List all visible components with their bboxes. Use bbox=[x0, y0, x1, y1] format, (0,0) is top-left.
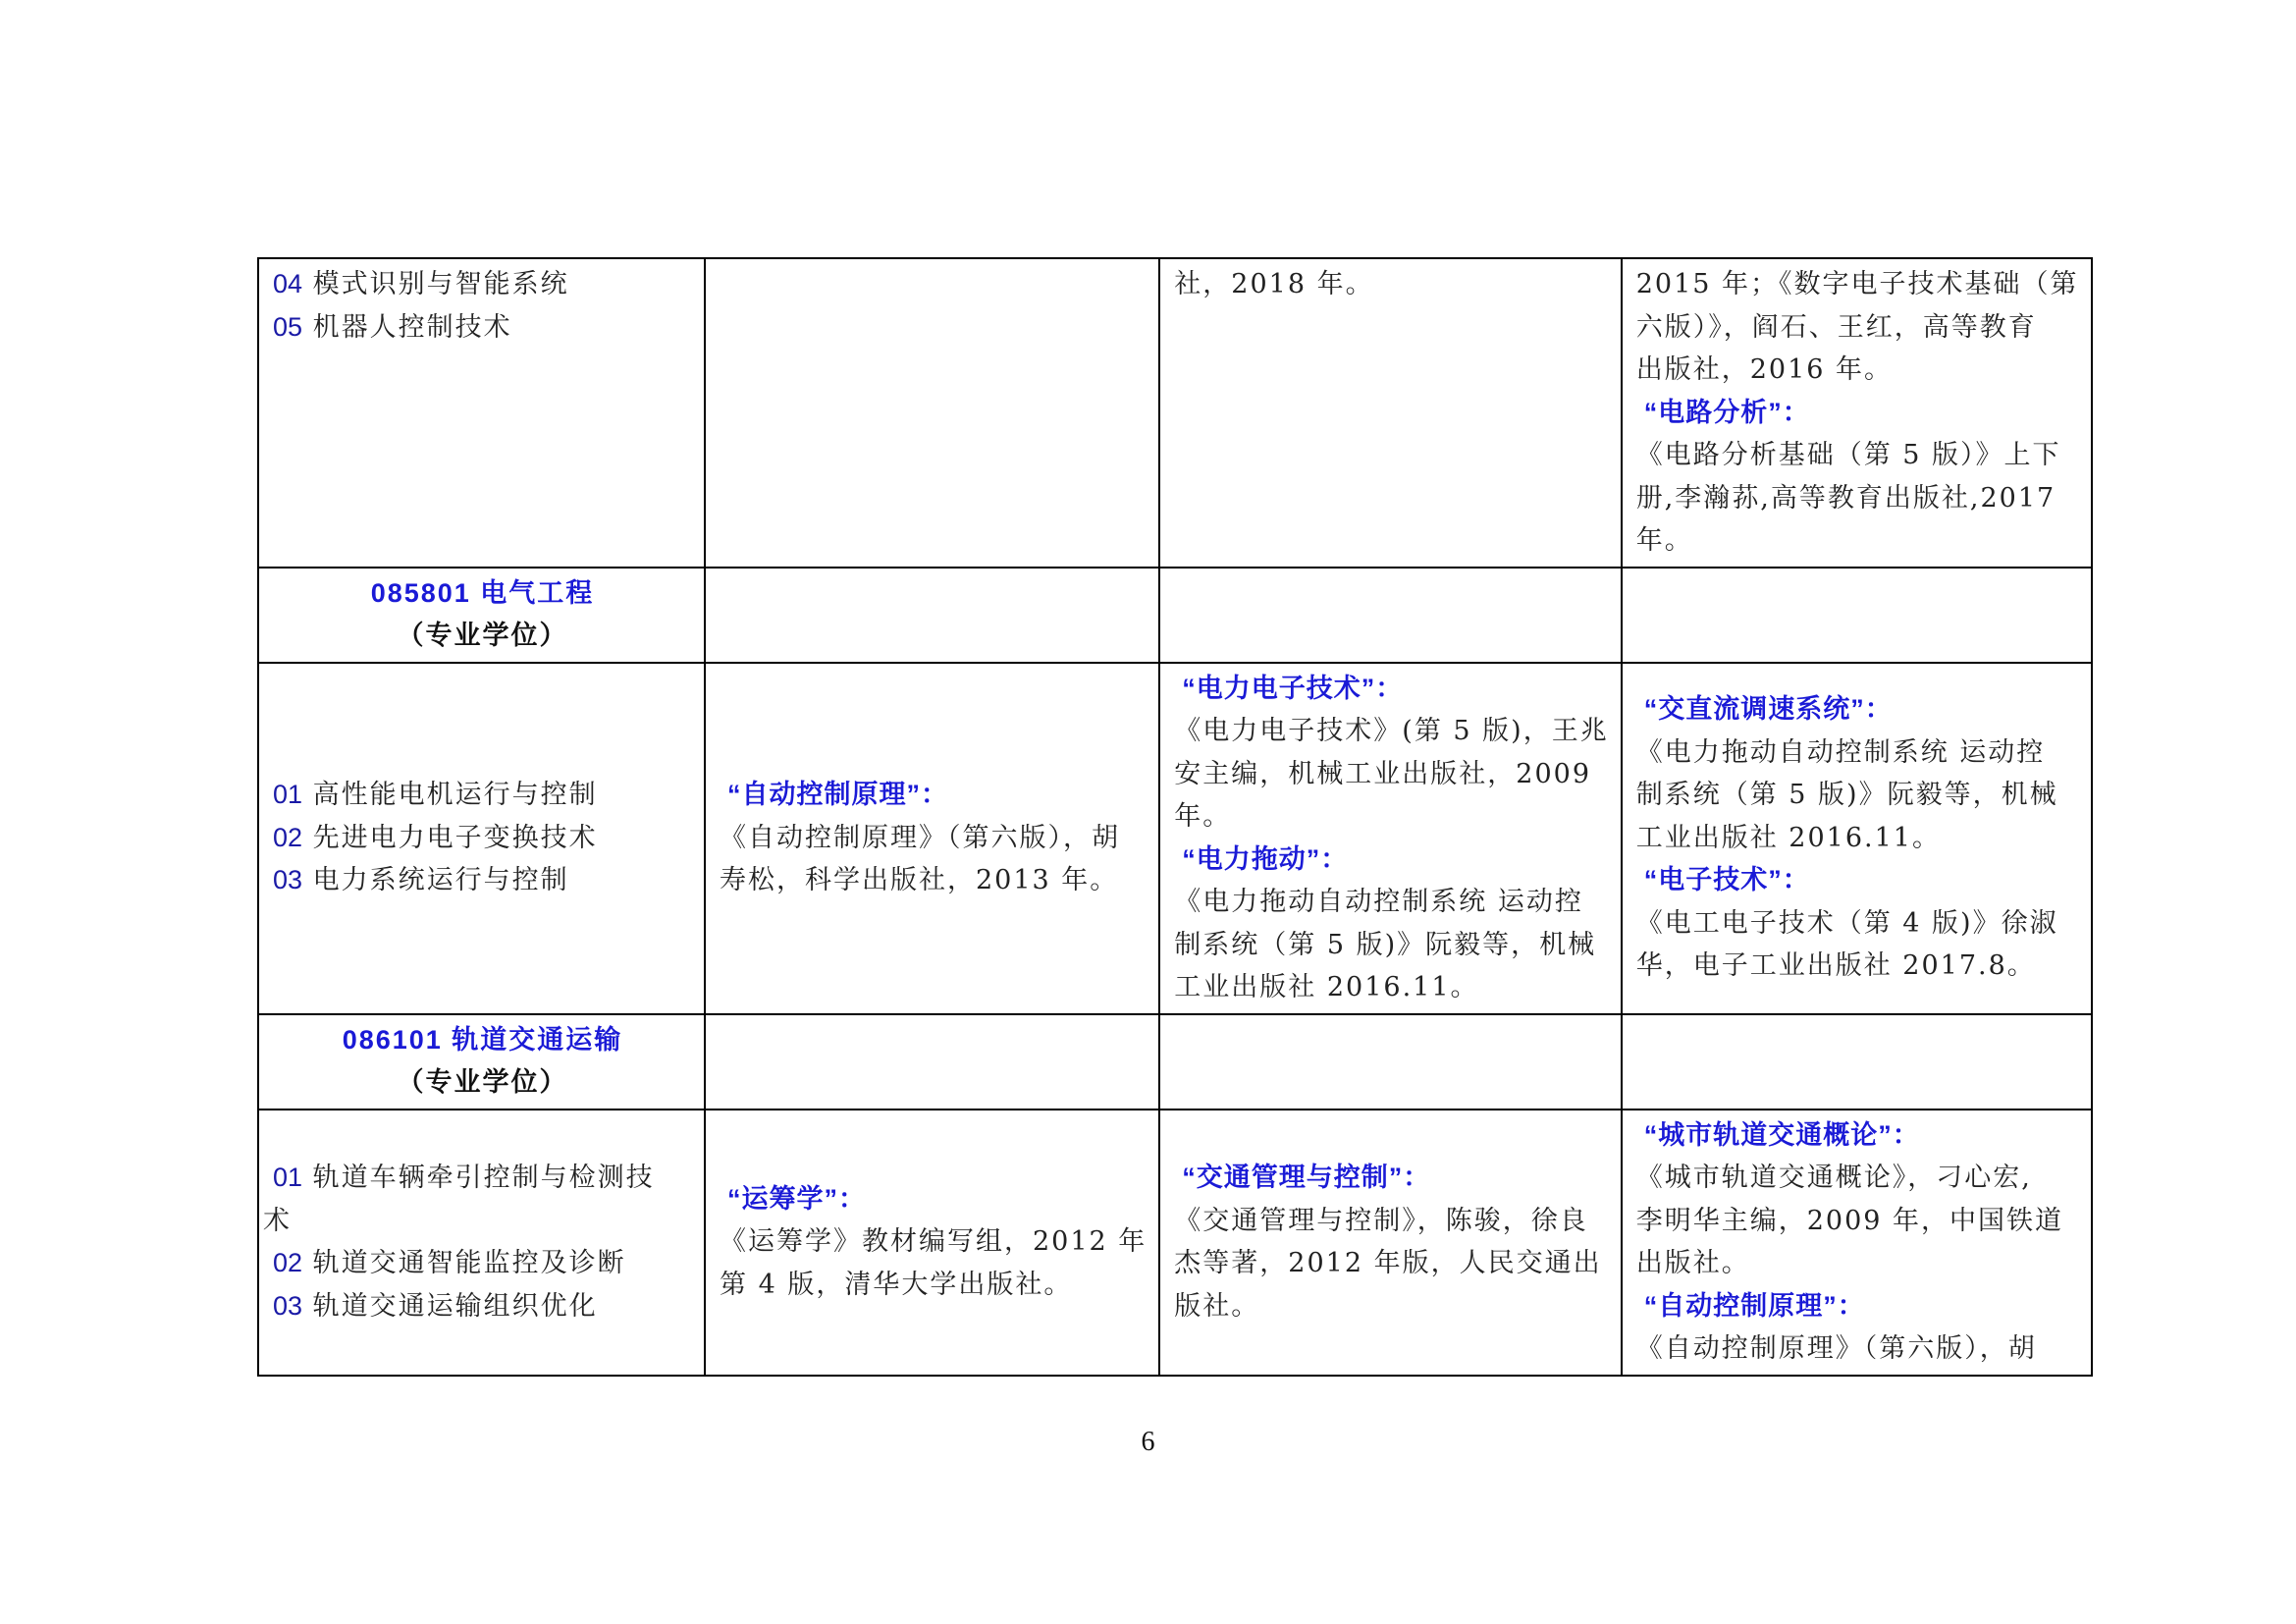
exam-subject-cell bbox=[705, 1110, 1159, 1376]
reference-text: 年。 bbox=[1174, 801, 1232, 832]
reference-text: 华，电子工业出版社 2017.8。 bbox=[1635, 950, 2036, 982]
direction-item: 01 高性能电机运行与控制 bbox=[273, 780, 598, 811]
reference-book-cell bbox=[1159, 568, 1621, 663]
direction-item: 04 模式识别与智能系统 bbox=[273, 269, 569, 299]
direction-item: 03 电力系统运行与控制 bbox=[273, 865, 569, 896]
table-row bbox=[258, 568, 2092, 663]
reference-text: 《电力电子技术》(第 5 版)，王兆 bbox=[1174, 716, 1609, 746]
subject-heading: “电力电子技术”： bbox=[1182, 673, 1404, 703]
reference-text: 《电路分析基础（第 5 版）》上下 bbox=[1635, 440, 2061, 470]
direction-item: 02 先进电力电子变换技术 bbox=[273, 822, 598, 853]
direction-item: 01 轨道车辆牵引控制与检测技 bbox=[273, 1163, 655, 1193]
reference-text: 《城市轨道交通概论》，刁心宏, bbox=[1635, 1163, 2032, 1193]
table-row bbox=[258, 663, 2092, 1014]
subject-heading: “运筹学”： bbox=[727, 1183, 866, 1214]
direction-item: 02 轨道交通智能监控及诊断 bbox=[273, 1248, 626, 1278]
table-row bbox=[258, 1110, 2092, 1376]
major-title-cell bbox=[258, 1014, 705, 1110]
major-code: 086101 轨道交通运输 bbox=[342, 1024, 623, 1055]
reference-text: 制系统（第 5 版)》阮毅等，机械 bbox=[1174, 929, 1597, 960]
reference-text: 《自动控制原理》（第六版），胡 bbox=[1635, 1333, 2037, 1364]
reference-book-cell bbox=[1159, 1014, 1621, 1110]
reference-text: 版社。 bbox=[1174, 1290, 1260, 1322]
exam-subject-cell bbox=[705, 663, 1159, 1014]
reference-book-cell bbox=[1159, 1110, 1621, 1376]
reference-book-cell bbox=[1159, 258, 1621, 568]
retest-reference-cell bbox=[1622, 1110, 2092, 1376]
retest-reference-cell bbox=[1622, 258, 2092, 568]
reference-text: 年。 bbox=[1635, 525, 1693, 556]
reference-text: 2015 年；《数字电子技术基础（第 bbox=[1635, 269, 2079, 299]
reference-text: 《交通管理与控制》，陈骏，徐良 bbox=[1174, 1205, 1588, 1236]
reference-text: 杰等著，2012 年版，人民交通出 bbox=[1174, 1248, 1602, 1278]
reference-text: 工业出版社 2016.11。 bbox=[1635, 822, 1941, 853]
reference-text: 《电工电子技术（第 4 版)》徐淑 bbox=[1635, 907, 2058, 939]
reference-text: 安主编，机械工业出版社，2009 bbox=[1174, 758, 1592, 789]
retest-reference-cell bbox=[1622, 1014, 2092, 1110]
reference-text: 制系统（第 5 版)》阮毅等，机械 bbox=[1635, 780, 2058, 811]
page-number: 6 bbox=[1141, 1427, 1155, 1457]
reference-text: 出版社，2016 年。 bbox=[1635, 354, 1894, 385]
major-title-cell bbox=[258, 568, 705, 663]
direction-item: 术 bbox=[263, 1205, 292, 1236]
subject-heading: “自动控制原理”： bbox=[727, 780, 948, 810]
reference-text: 册,李瀚荪,高等教育出版社,2017 bbox=[1635, 482, 2056, 514]
research-directions-cell bbox=[258, 258, 705, 568]
reference-text: 李明华主编，2009 年，中国铁道 bbox=[1635, 1205, 2064, 1236]
research-directions-cell bbox=[258, 1110, 705, 1376]
degree-type: （专业学位） bbox=[397, 1067, 568, 1097]
reference-text: 《运筹学》教材编写组，2012 年 bbox=[720, 1226, 1148, 1258]
major-code: 085801 电气工程 bbox=[370, 577, 595, 608]
reference-text: 社，2018 年。 bbox=[1174, 269, 1374, 299]
reference-text: 第 4 版，清华大学出版社。 bbox=[720, 1269, 1073, 1300]
degree-type: （专业学位） bbox=[397, 621, 568, 650]
exam-subject-cell bbox=[705, 1014, 1159, 1110]
retest-reference-cell bbox=[1622, 663, 2092, 1014]
reference-text: 六版）》，阎石、王红，高等教育 bbox=[1635, 311, 2037, 343]
reference-text: 出版社。 bbox=[1635, 1248, 1750, 1278]
reference-text: 《电力拖动自动控制系统 运动控 bbox=[1635, 736, 2046, 768]
reference-book-cell bbox=[1159, 663, 1621, 1014]
exam-subject-cell bbox=[705, 258, 1159, 568]
table-row bbox=[258, 258, 2092, 568]
table-row bbox=[258, 1014, 2092, 1110]
reference-text: 工业出版社 2016.11。 bbox=[1174, 972, 1479, 1002]
reference-text: 寿松，科学出版社，2013 年。 bbox=[720, 865, 1119, 896]
subject-heading: “电力拖动”： bbox=[1182, 843, 1349, 874]
subject-heading: “交通管理与控制”： bbox=[1182, 1163, 1431, 1192]
subject-heading: “交直流调速系统”： bbox=[1643, 694, 1893, 725]
direction-item: 05 机器人控制技术 bbox=[273, 311, 512, 343]
reference-text: 《自动控制原理》（第六版），胡 bbox=[720, 822, 1120, 853]
subject-heading: “电子技术”： bbox=[1643, 865, 1810, 895]
reference-text: 《电力拖动自动控制系统 运动控 bbox=[1174, 887, 1583, 917]
subject-heading: “自动控制原理”： bbox=[1643, 1290, 1865, 1321]
direction-item: 03 轨道交通运输组织优化 bbox=[273, 1290, 598, 1322]
subject-heading: “城市轨道交通概论”： bbox=[1643, 1119, 1920, 1150]
exam-subject-cell bbox=[705, 568, 1159, 663]
exam-reference-table bbox=[257, 257, 2093, 1377]
subject-heading: “电路分析”： bbox=[1643, 397, 1810, 427]
research-directions-cell bbox=[258, 663, 705, 1014]
retest-reference-cell bbox=[1622, 568, 2092, 663]
